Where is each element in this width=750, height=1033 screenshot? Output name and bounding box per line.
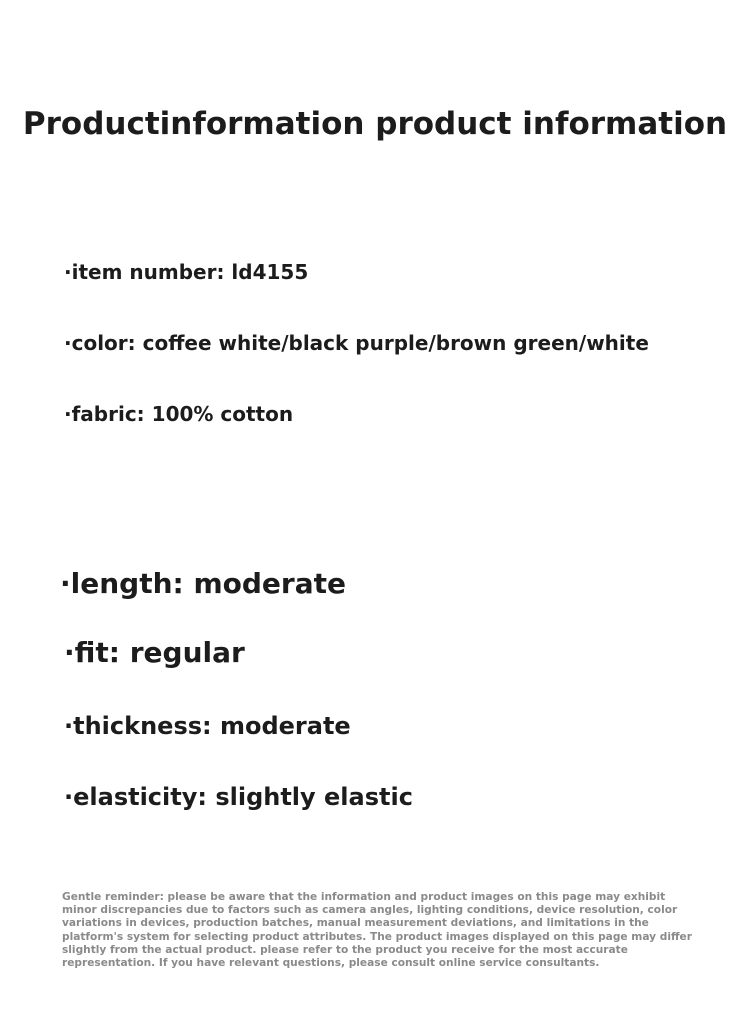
spec-fabric: ·fabric: 100% cotton (64, 402, 294, 426)
spec-item-number: ·item number: ld4155 (64, 260, 309, 284)
spec-color: ·color: coffee white/black purple/brown green/white (64, 331, 649, 355)
gentle-reminder: Gentle reminder: please be aware that the information and product images on this page may exhibit minor discrepancies due to factors such as camera angles, lighting conditions, device resolution, color variations in devices, production batches, manual measurement deviations, and limitations in the platform's system for selecting product attributes. The product images displayed on this page may differ slightly from the actual product. please refer to the product you receive for the most accurate representation. If you have relevant questions, please consult online service consultants. (62, 891, 692, 970)
spec-length: ·length: moderate (60, 567, 346, 600)
spec-thickness: ·thickness: moderate (64, 712, 351, 740)
spec-fit: ·fit: regular (64, 636, 245, 669)
page-title: Productinformation product information (22, 106, 728, 142)
spec-elasticity: ·elasticity: slightly elastic (64, 783, 413, 811)
